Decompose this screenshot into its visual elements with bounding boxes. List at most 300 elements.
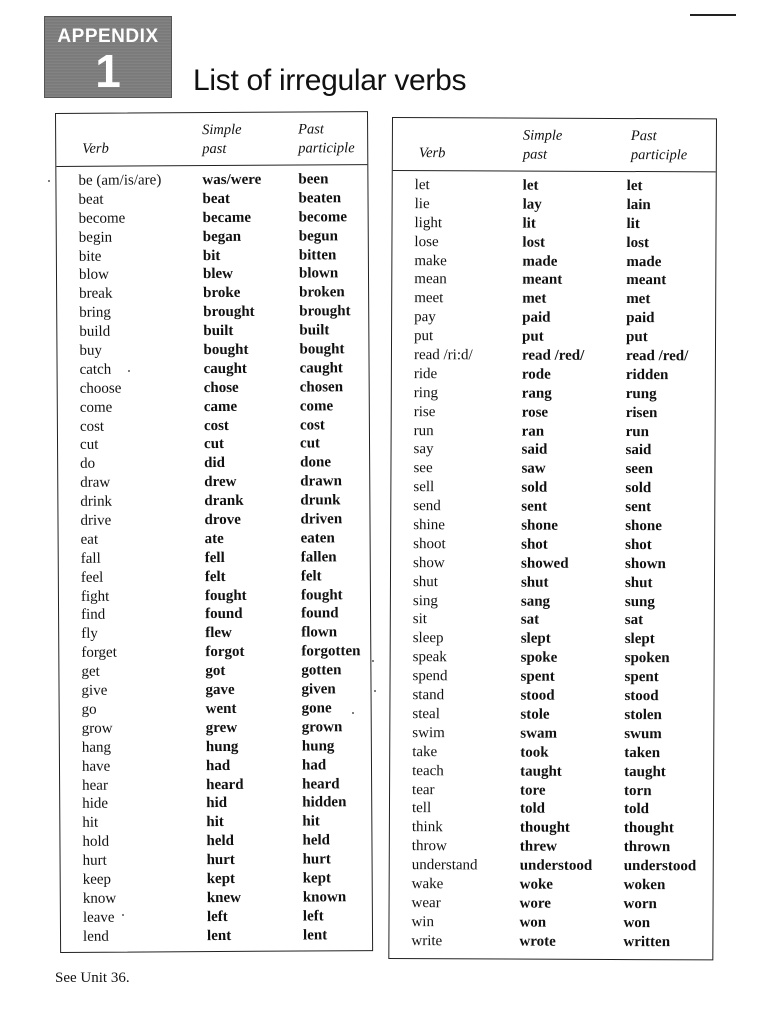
- verb-past-participle: left: [302, 908, 324, 925]
- verb-base: let: [414, 177, 430, 194]
- verb-base: drink: [80, 493, 113, 510]
- verb-simple-past: shot: [521, 536, 548, 553]
- verb-simple-past: rose: [521, 404, 549, 421]
- verb-base: write: [411, 932, 443, 949]
- verb-base: fall: [80, 550, 101, 567]
- verb-past-participle: shone: [625, 518, 662, 535]
- verb-simple-past: chose: [203, 379, 239, 396]
- verb-base: bite: [78, 248, 102, 265]
- verb-simple-past: met: [522, 290, 547, 308]
- verb-base: sing: [412, 592, 438, 609]
- verb-past-participle: given: [301, 681, 336, 698]
- verb-simple-past: put: [522, 328, 544, 345]
- verb-past-participle: risen: [625, 404, 658, 421]
- verb-simple-past: lit: [522, 215, 536, 232]
- verb-simple-past: fell: [204, 549, 225, 566]
- verb-past-participle: caught: [299, 360, 343, 377]
- verb-base: meet: [414, 290, 444, 307]
- verb-simple-past: sent: [521, 498, 548, 515]
- verb-simple-past: showed: [521, 555, 569, 572]
- table-row: [61, 888, 372, 909]
- verb-simple-past: hurt: [206, 851, 235, 869]
- table-row: [58, 435, 369, 456]
- verb-simple-past: lay: [522, 196, 542, 213]
- verb-past-participle: sat: [624, 612, 644, 629]
- verb-base: find: [81, 607, 106, 624]
- table-row: [391, 629, 714, 649]
- table-row: [392, 346, 715, 366]
- table-row: [393, 176, 716, 196]
- verb-base: sit: [412, 611, 428, 628]
- table-row: [391, 554, 714, 574]
- verb-base: leave: [82, 909, 115, 926]
- verb-past-participle: gone: [301, 700, 332, 717]
- scan-speck: [122, 914, 124, 916]
- verb-base: build: [79, 323, 111, 340]
- verb-base: give: [81, 682, 108, 699]
- verb-simple-past: found: [205, 606, 243, 623]
- verb-past-participle: taught: [624, 763, 666, 780]
- verb-simple-past: slept: [520, 630, 551, 648]
- verb-past-participle: fought: [300, 586, 343, 604]
- table-row: [391, 592, 714, 612]
- table-row: [390, 894, 713, 914]
- table-row: [393, 195, 716, 215]
- table-row: [390, 818, 713, 838]
- verb-base: shut: [412, 573, 439, 590]
- table-row: [392, 440, 715, 460]
- verb-past-participle: meant: [626, 272, 667, 289]
- table-row: [60, 756, 371, 777]
- table-row: [392, 252, 715, 272]
- verb-base: blow: [78, 267, 110, 284]
- verb-past-participle: blown: [298, 265, 339, 282]
- verb-base: stand: [412, 687, 445, 704]
- verb-simple-past: held: [206, 833, 235, 850]
- table-row: [61, 926, 372, 947]
- table-row: [57, 321, 368, 342]
- verb-table-left: [55, 111, 373, 953]
- verb-simple-past: sang: [520, 593, 551, 610]
- page-title: List of irregular verbs: [193, 64, 467, 97]
- verb-past-participle: kept: [302, 870, 332, 887]
- verb-past-participle: swum: [624, 725, 662, 743]
- verb-base: have: [81, 758, 111, 775]
- verb-simple-past: tore: [520, 782, 546, 799]
- verb-past-participle: spoken: [624, 650, 670, 667]
- verb-simple-past: brought: [203, 304, 255, 321]
- verb-simple-past: shone: [521, 517, 558, 534]
- table-row: [59, 567, 370, 588]
- verb-base: speak: [412, 649, 447, 666]
- verb-simple-past: fought: [204, 587, 247, 604]
- table-row: [60, 793, 371, 814]
- verb-base: forget: [81, 644, 117, 662]
- scan-speck: [128, 370, 130, 372]
- verb-base: come: [79, 399, 113, 416]
- table-row: [59, 661, 370, 682]
- table-row: [59, 680, 370, 701]
- verb-base: hear: [82, 777, 108, 794]
- verb-simple-past: became: [202, 209, 252, 226]
- verb-past-participle: cut: [299, 435, 321, 452]
- scan-speck: [374, 690, 376, 692]
- verb-past-participle: had: [301, 756, 327, 774]
- verb-base: bring: [79, 304, 111, 322]
- appendix-label: APPENDIX: [57, 26, 159, 47]
- verb-past-participle: gotten: [301, 662, 342, 679]
- verb-base: fight: [80, 588, 110, 605]
- verb-past-participle: flown: [301, 624, 338, 641]
- verb-past-participle: paid: [626, 310, 655, 327]
- table-row: [57, 302, 368, 323]
- table-row: [392, 403, 715, 423]
- table-row: [60, 812, 371, 833]
- verb-past-participle: ridden: [625, 366, 669, 384]
- verb-past-participle: begun: [298, 227, 338, 245]
- verb-base: eat: [80, 531, 99, 548]
- table-row: [59, 623, 370, 644]
- verb-base: buy: [79, 342, 103, 359]
- verb-simple-past: bit: [202, 247, 221, 264]
- verb-past-participle: seen: [625, 461, 653, 478]
- table-row: [60, 737, 371, 758]
- table-row: [391, 459, 714, 479]
- table-row: [61, 869, 372, 890]
- verb-past-participle: done: [300, 454, 332, 471]
- verb-simple-past: came: [203, 398, 238, 415]
- verb-simple-past: grew: [205, 719, 238, 736]
- verb-past-participle: cost: [299, 416, 325, 434]
- verb-base: catch: [79, 361, 112, 378]
- verb-base: get: [81, 663, 100, 681]
- verb-simple-past: heard: [206, 776, 244, 793]
- verb-simple-past: cut: [203, 436, 225, 453]
- verb-simple-past: went: [205, 700, 237, 718]
- verb-simple-past: lent: [206, 927, 232, 944]
- header-past-participle-line1: Past: [630, 128, 657, 145]
- appendix-number: 1: [95, 45, 121, 97]
- verb-past-participle: slept: [624, 631, 655, 648]
- table-row: [392, 214, 715, 234]
- verb-simple-past: took: [520, 744, 549, 761]
- verb-past-participle: let: [626, 178, 643, 195]
- verb-past-participle: bitten: [298, 246, 337, 264]
- verb-past-participle: grown: [301, 719, 343, 736]
- verb-base: cost: [79, 418, 105, 435]
- header-verb: Verb: [418, 145, 446, 162]
- table-row: [59, 586, 370, 607]
- verb-past-participle: sung: [624, 593, 655, 610]
- table-header: [393, 118, 716, 172]
- table-row: [391, 516, 714, 536]
- table-row: [59, 605, 370, 626]
- table-row: [391, 573, 714, 593]
- verb-base: hurt: [82, 852, 107, 869]
- verb-table-right: [388, 117, 717, 960]
- verb-base: sleep: [412, 630, 444, 647]
- verb-past-participle: bought: [299, 341, 345, 358]
- table-row: [390, 780, 713, 800]
- verb-base: see: [413, 460, 433, 477]
- verb-base: keep: [82, 871, 112, 888]
- verb-simple-past: understood: [519, 857, 593, 874]
- verb-base: steal: [412, 706, 440, 723]
- verb-past-participle: broken: [299, 284, 345, 301]
- verb-base: cut: [79, 437, 99, 454]
- verb-past-participle: told: [623, 801, 650, 818]
- table-row: [390, 762, 713, 782]
- table-row: [57, 265, 368, 286]
- verb-past-participle: drunk: [300, 492, 341, 509]
- table-row: [389, 932, 712, 952]
- verb-simple-past: hung: [205, 738, 239, 755]
- verb-base: hold: [82, 833, 110, 851]
- verb-simple-past: lost: [522, 234, 545, 251]
- table-row: [61, 850, 372, 871]
- verb-past-participle: drawn: [300, 473, 342, 490]
- verb-simple-past: sold: [521, 479, 548, 496]
- verb-base: rise: [413, 403, 436, 420]
- verb-base: grow: [81, 720, 113, 737]
- verb-past-participle: found: [301, 605, 339, 622]
- verb-simple-past: thought: [519, 819, 570, 837]
- verb-base: sell: [413, 479, 435, 496]
- verb-base: say: [413, 441, 434, 458]
- scan-speck: [372, 660, 374, 662]
- verb-past-participle: made: [626, 253, 662, 270]
- verb-simple-past: had: [205, 757, 231, 774]
- verb-base: lie: [414, 195, 430, 213]
- table-row: [58, 397, 369, 418]
- table-row: [57, 227, 368, 248]
- verb-simple-past: read /red/: [521, 347, 585, 364]
- verb-simple-past: built: [203, 323, 234, 340]
- verb-simple-past: taught: [520, 763, 562, 780]
- verb-past-participle: stolen: [624, 706, 662, 724]
- verb-base: ring: [413, 384, 439, 401]
- verb-simple-past: rode: [521, 366, 551, 383]
- verb-base: understand: [411, 857, 478, 874]
- verb-past-participle: lit: [626, 215, 640, 232]
- table-row: [58, 416, 369, 437]
- verb-past-participle: spent: [624, 669, 659, 686]
- appendix-badge: [44, 16, 172, 98]
- table-row: [392, 327, 715, 347]
- verb-simple-past: was/were: [202, 171, 262, 189]
- verb-past-participle: lent: [302, 926, 328, 944]
- verb-simple-past: hit: [206, 814, 224, 831]
- verb-past-participle: understood: [623, 858, 697, 875]
- verb-past-participle: lost: [626, 234, 649, 251]
- verb-base: put: [414, 328, 434, 345]
- verb-base: hang: [81, 739, 112, 756]
- verb-base: shoot: [413, 536, 446, 553]
- table-row: [389, 913, 712, 933]
- header-past-participle-line1: Past: [298, 121, 324, 138]
- verb-past-participle: sent: [625, 499, 652, 516]
- table-row: [390, 856, 713, 876]
- header-simple-past-line1: Simple: [202, 121, 242, 139]
- verb-past-participle: shown: [625, 555, 666, 573]
- verb-base: tear: [412, 781, 435, 798]
- table-row: [60, 775, 371, 796]
- verb-base: teach: [412, 762, 444, 779]
- table-row: [60, 718, 371, 739]
- verb-past-participle: thrown: [623, 839, 671, 856]
- verb-past-participle: fallen: [300, 549, 337, 566]
- verb-simple-past: ran: [521, 423, 545, 440]
- verb-simple-past: drove: [204, 511, 241, 529]
- verb-base: begin: [78, 229, 113, 246]
- verb-past-participle: rung: [625, 385, 657, 402]
- verb-simple-past: spoke: [520, 649, 558, 666]
- verb-simple-past: cost: [203, 417, 229, 434]
- table-row: [392, 270, 715, 290]
- verb-past-participle: heard: [302, 775, 340, 793]
- verb-base: throw: [411, 838, 447, 855]
- table-row: [58, 378, 369, 399]
- top-rule: [690, 14, 736, 16]
- verb-past-participle: brought: [299, 303, 351, 320]
- verb-simple-past: beat: [202, 190, 231, 207]
- verb-past-participle: sold: [625, 480, 652, 497]
- table-row: [390, 705, 713, 725]
- table-row: [57, 340, 368, 361]
- verb-simple-past: knew: [206, 889, 242, 906]
- verb-base: lose: [414, 233, 439, 250]
- verb-base: ride: [413, 366, 438, 383]
- verb-simple-past: said: [521, 442, 548, 459]
- verb-base: hide: [82, 796, 109, 813]
- header-simple-past-line2: past: [522, 146, 548, 163]
- verb-past-participle: driven: [300, 511, 343, 528]
- verb-simple-past: won: [519, 914, 547, 931]
- verb-past-participle: built: [299, 322, 330, 339]
- verb-base: wake: [411, 876, 444, 893]
- verb-simple-past: stole: [520, 706, 550, 723]
- verb-simple-past: got: [205, 663, 226, 680]
- verb-base: become: [78, 210, 126, 227]
- verb-simple-past: let: [522, 177, 539, 194]
- verb-past-participle: thought: [623, 820, 674, 837]
- header-verb: Verb: [82, 140, 109, 157]
- verb-base: read /ri:d/: [413, 347, 473, 364]
- verb-past-participle: hung: [301, 738, 335, 755]
- table-row: [392, 422, 715, 442]
- verb-simple-past: caught: [203, 360, 247, 378]
- table-row: [392, 289, 715, 309]
- table-row: [58, 510, 369, 531]
- verb-past-participle: met: [626, 291, 651, 308]
- verb-past-participle: hit: [302, 813, 320, 830]
- verb-simple-past: ate: [204, 530, 224, 548]
- verb-past-participle: held: [302, 832, 331, 849]
- verb-simple-past: wrote: [519, 933, 556, 950]
- verb-simple-past: flew: [205, 625, 232, 642]
- verb-base: go: [81, 701, 97, 718]
- verb-simple-past: forgot: [205, 644, 245, 661]
- table-row: [390, 724, 713, 744]
- verb-past-participle: felt: [300, 568, 322, 585]
- table-row: [57, 208, 368, 229]
- table-row: [391, 478, 714, 498]
- verb-simple-past: broke: [203, 285, 241, 302]
- verb-base: swim: [412, 724, 445, 742]
- table-row: [57, 283, 368, 304]
- verb-simple-past: left: [206, 908, 228, 925]
- table-row: [58, 359, 369, 380]
- table-row: [58, 453, 369, 474]
- verb-past-participle: read /red/: [625, 348, 689, 365]
- verb-past-participle: taken: [624, 744, 661, 761]
- header-past-participle-line2: participle: [298, 140, 355, 157]
- verb-past-participle: been: [298, 171, 329, 188]
- verb-base: hit: [82, 815, 99, 832]
- table-row: [56, 189, 367, 210]
- verb-base: drive: [80, 512, 112, 529]
- verb-simple-past: hid: [206, 795, 228, 812]
- verb-simple-past: felt: [204, 568, 226, 585]
- verb-simple-past: sat: [520, 612, 540, 629]
- table-row: [59, 548, 370, 569]
- verb-base: win: [411, 913, 435, 930]
- verb-base: beat: [78, 191, 104, 208]
- table-row: [390, 799, 713, 819]
- verb-base: draw: [80, 474, 111, 492]
- verb-base: show: [413, 554, 445, 572]
- verb-simple-past: began: [202, 228, 242, 245]
- verb-simple-past: saw: [521, 460, 546, 478]
- verb-past-participle: shot: [625, 536, 652, 554]
- verb-simple-past: drank: [204, 492, 244, 510]
- verb-past-participle: become: [298, 208, 348, 226]
- verb-base: feel: [80, 569, 104, 586]
- verb-base: mean: [414, 271, 447, 288]
- verb-simple-past: stood: [520, 687, 555, 704]
- table-row: [58, 472, 369, 493]
- table-body-left: [56, 170, 372, 946]
- verb-simple-past: bought: [203, 341, 249, 359]
- table-row: [58, 491, 369, 512]
- verb-base: choose: [79, 380, 122, 397]
- verb-base: wear: [411, 894, 441, 912]
- verb-base: send: [413, 498, 441, 515]
- verb-past-participle: worn: [623, 895, 657, 913]
- table-row: [60, 831, 371, 852]
- table-row: [390, 686, 713, 706]
- verb-past-participle: forgotten: [301, 643, 361, 660]
- verb-simple-past: kept: [206, 870, 236, 888]
- verb-past-participle: hidden: [302, 794, 347, 811]
- verb-simple-past: told: [519, 800, 546, 818]
- verb-base: be (am/is/are): [78, 172, 162, 189]
- verb-past-participle: woken: [623, 876, 666, 894]
- verb-base: break: [79, 285, 113, 303]
- table-row: [392, 233, 715, 253]
- verb-base: shine: [413, 517, 445, 534]
- verb-past-participle: put: [626, 329, 648, 346]
- verb-past-participle: said: [625, 442, 652, 459]
- table-row: [59, 529, 370, 550]
- verb-base: know: [82, 890, 117, 907]
- verb-simple-past: woke: [519, 876, 554, 893]
- verb-simple-past: swam: [520, 725, 558, 742]
- verb-base: pay: [414, 309, 436, 326]
- table-row: [391, 535, 714, 555]
- verb-base: make: [414, 252, 447, 269]
- header-simple-past-line2: past: [202, 140, 227, 158]
